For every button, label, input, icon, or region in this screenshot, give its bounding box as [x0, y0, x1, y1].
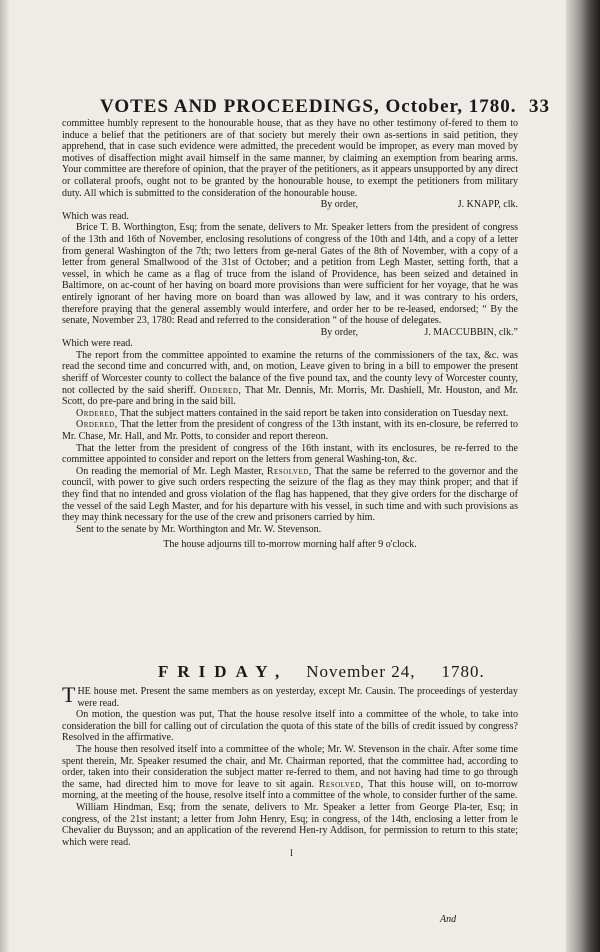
day-heading-day: FRIDAY, [158, 662, 289, 681]
resolved-label: Resolved, [266, 465, 312, 477]
paragraph [62, 408, 518, 420]
adjournment: The house adjourns till to-morrow morning half after 9 o'clock. [163, 539, 417, 551]
paragraph: Brice T. B. Worthington, Esq; from the senate, delivers to Mr. Speaker letters from the president of congress of the 13th and 16th of November, enclosing resolutions of congress of the 10th and 14th, and a copy of a letter from general Washington of the 7th; two letters from ge-neral Gates of the 8th of November, with a copy of a letter from general Smallwood of the 31st of October; and a petition from Legh Master, setting forth, that a vessel, in which he came as a flag of truce from the island of Providence, has been seized and detained in Baltimore, on ac-count of her having on board more provisions than were sufficient for her voyage, that he was entirely ignorant of her having more on board than was allowed by law, and it was contrary to his orders, therefore praying that the general assembly would interfere, and order her to be re-leased, endorsed; “ By the senate, November 23, 1780: Read and referred to the consideration “ of the house of delegates. [62, 222, 518, 327]
paragraph: committee humbly represent to the honourable house, that as they have no other testimony of-fered to them to induce a belief that the petitioners are of that society but merely their own as-sertions in said petition, they apprehend, that in case such evidence were admitted, the precedent would be improper, as every man moved by motives of disaffection might avail himself in the same manner, by claiming an exemption from bearing arms. Your committee are therefore of opinion, that the prayer of the petitioners, as it appears unsupported by any direct or collateral proofs, ought not to be granted by the honourable house, to exempt the petitioners from military duty. All which is submitted to the consideration of the honourable house. [62, 118, 518, 199]
by-order-2: By order, [320, 326, 358, 338]
paragraph: Sent to the senate by Mr. Worthington and Mr. W. Stevenson. [76, 523, 322, 535]
clerk-signature-maccubbin: J. MACCUBBIN, clk.” [424, 326, 518, 338]
body-text-upper [62, 118, 518, 551]
day-heading [62, 662, 518, 682]
which-was-read: Which was read. [62, 210, 129, 222]
drop-cap: T [62, 682, 76, 707]
paragraph [62, 350, 518, 408]
paragraph-text: That the same be referred to the governor and the council, with power to give such orders respecting the seizure of the flag as they may think proper; and that if they find that no intended and gross violation of the flag has happened, that they give orders for the discharge of the vessel of the said Legh Master, and for his departure with his vessel, in such time and with such provisions as they may think necessary for the use of the crew and prisoners carried by him. [62, 465, 518, 524]
clerk-signature-knapp: J. KNAPP, clk. [457, 199, 518, 211]
paragraph: On motion, the question was put, That the house resolve itself into a committee of the whole, to take into consideration the bill for calling out of circulation the quota of this state of the bills of credit issued by congress? Resolved in the affirmative. [62, 709, 518, 744]
ordered-label: Ordered, [76, 419, 118, 431]
paragraph [62, 682, 518, 709]
paragraph-text: The house then resolved itself into a committee of the whole; Mr. W. Stevenson in the chair. After some time spent therein, Mr. Speaker resumed the chair, and Mr. Chairman reported, that the committee had, according to order, taken into their consideration the subject matter re-ferred to them, and not having had time to go through the same, had directed him to move for leave to sit again. [62, 743, 518, 790]
signature-mark: I [290, 848, 293, 858]
running-head-title: VOTES AND PROCEEDINGS, October, 1780. [100, 96, 517, 117]
body-text-lower [62, 682, 519, 848]
ordered-label: Ordered, [76, 407, 118, 419]
paragraph: William Hindman, Esq; from the senate, delivers to Mr. Speaker a letter from George Pla-ter, Esq; in congress, of the 21st instant; a letter from John Henry, Esq; in congress, of the 14th, enclosing a letter from le Chevalier du Buysson; and an application of the reverend Hen-ry Addison, for permission to return to this state; which were read. [62, 801, 518, 848]
running-head [100, 96, 550, 118]
page-number: 33 [529, 96, 550, 117]
paragraph [62, 744, 518, 802]
resolved-label: Resolved, [318, 778, 364, 790]
paragraph [62, 419, 518, 442]
paragraph-text: The report from the committee appointed to examine the returns of the commissioners of the tax, &c. was read the second time and concurred with, and, on motion, Leave given to bring in a bill to empower the present sheriff of Worcester county to collect the balance of the five pound tax, and the county levy of Worcester county, not collected by the said sheriff. [62, 349, 518, 396]
paragraph: That the letter from the president of congress of the 16th instant, with its enclosures, be re-ferred to the committee appointed to consider and report on the letters from general Washing-ton, &c. [62, 442, 518, 466]
page-edge [0, 0, 10, 952]
book-gutter [566, 0, 600, 952]
day-heading-date: November 24, [306, 662, 416, 681]
day-heading-year: 1780. [441, 662, 485, 681]
paragraph [62, 466, 518, 524]
paragraph-text: That this house will, on to-morrow morning, at the meeting of the house, resolve itself into a committee of the whole, to consider further of the same. [62, 778, 519, 802]
ordered-label: Ordered, [199, 384, 242, 396]
by-order-1: By order, [320, 199, 358, 211]
paragraph-text: That the subject matters contained in the said report be taken into consideration on Tuesday next. [120, 407, 509, 419]
catchword: And [440, 914, 457, 925]
paragraph-text: On reading the memorial of Mr. Legh Master, [76, 465, 264, 477]
paragraph-text: HE house met. Present the same members as on yesterday, except Mr. Causin. The proceedings of yesterday were read. [77, 686, 518, 709]
which-were-read: Which were read. [62, 338, 133, 350]
paragraph-text: That the letter from the president of congress of the 13th instant, with its en-closure, be referred to Mr. Chase, Mr. Hall, and Mr. Potts, to consider and report thereon. [62, 419, 518, 443]
paragraph-text: That Mr. Dennis, Mr. Morris, Mr. Dashiell, Mr. Houston, and Mr. Scott, do pre-pare and bring in the said bill. [62, 384, 518, 408]
